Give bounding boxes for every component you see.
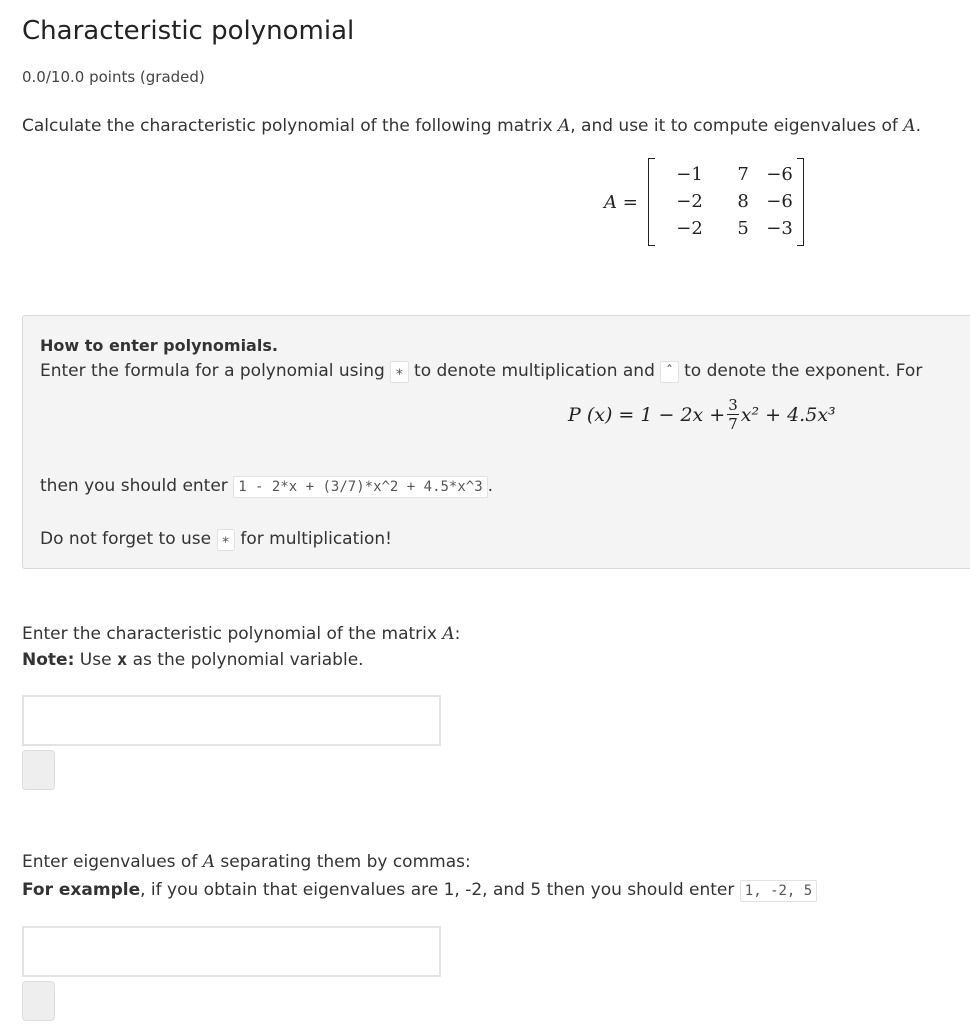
- question-text: :: [454, 624, 461, 644]
- matrix-left-bracket: [648, 158, 655, 246]
- example-label: For example: [22, 880, 141, 900]
- variable-name: x: [116, 650, 128, 670]
- matrix-var: A: [442, 624, 455, 644]
- points-status: 0.0/10.0 points (graded): [22, 68, 205, 86]
- help-text: .: [487, 476, 494, 496]
- multiply-symbol-chip: ∗: [217, 529, 235, 551]
- prompt-text-3: .: [915, 116, 921, 136]
- example-formula: [568, 396, 836, 433]
- fraction-denominator: 7: [728, 415, 738, 433]
- matrix-cell: −6: [766, 191, 793, 212]
- multiply-symbol-chip: ∗: [390, 361, 408, 383]
- help-reminder: [40, 529, 392, 551]
- question-text: Enter the characteristic polynomial of the matrix: [22, 624, 443, 644]
- question-text: , if you obtain that eigenvalues are 1, -2, and 5 then you should enter: [140, 880, 735, 900]
- eigenvalues-status-button[interactable]: [22, 981, 55, 1021]
- matrix-cell: −6: [766, 164, 793, 185]
- matrix-var: A: [903, 116, 916, 136]
- help-text: to denote the exponent. For: [684, 361, 923, 381]
- polynomial-status-button[interactable]: [22, 750, 55, 790]
- question-text: separating them by commas:: [215, 852, 471, 872]
- polynomial-answer-input[interactable]: [22, 695, 441, 746]
- help-text: Do not forget to use: [40, 529, 212, 549]
- matrix-var: A: [557, 116, 571, 136]
- problem-prompt: [22, 116, 921, 136]
- eigenvalues-answer-input[interactable]: [22, 926, 441, 977]
- formula-fraction: [727, 396, 739, 433]
- eigenvalue-example-chip: 1, -2, 5: [740, 880, 817, 902]
- matrix-cell: 8: [737, 191, 749, 212]
- example-entry-chip: 1 - 2*x + (3/7)*x^2 + 4.5*x^3: [233, 476, 487, 498]
- matrix-cell: −2: [676, 191, 703, 212]
- question1-label: [22, 624, 460, 644]
- matrix-lhs: A =: [604, 191, 638, 213]
- question1-note: [22, 650, 364, 670]
- help-text: then you should enter: [40, 476, 228, 496]
- exponent-symbol-chip: ˆ: [660, 361, 678, 383]
- matrix-cell: 5: [737, 218, 749, 239]
- question-text: as the polynomial variable.: [127, 650, 364, 670]
- question2-example: [22, 880, 817, 902]
- help-text: for multiplication!: [240, 529, 392, 549]
- prompt-text-1: Calculate the characteristic polynomial of the following matrix: [22, 116, 558, 136]
- fraction-numerator: 3: [728, 396, 738, 414]
- matrix-display: [604, 156, 804, 248]
- matrix-cell: 7: [737, 164, 749, 185]
- matrix-var: A: [202, 852, 216, 872]
- help-example-entry-line: [40, 476, 493, 498]
- question-text: Enter eigenvalues of: [22, 852, 203, 872]
- help-title: How to enter polynomials.: [40, 336, 278, 355]
- problem-title: Characteristic polynomial: [22, 16, 355, 46]
- matrix-cell: −1: [676, 164, 703, 185]
- question2-label: [22, 852, 471, 872]
- polynomial-help-box: [22, 315, 970, 569]
- help-text: Enter the formula for a polynomial using: [40, 361, 385, 381]
- matrix-cell: −3: [766, 218, 793, 239]
- help-instruction: [40, 361, 922, 383]
- matrix-cell: −2: [676, 218, 703, 239]
- help-text: to denote multiplication and: [414, 361, 655, 381]
- question-text: Use: [74, 650, 117, 670]
- prompt-text-2: , and use it to compute eigenvalues of: [570, 116, 904, 136]
- matrix-grid: [655, 163, 797, 241]
- note-label: Note:: [22, 650, 75, 670]
- formula-lhs: P (x) = 1 − 2x +: [568, 403, 726, 426]
- formula-rhs: x² + 4.5x³: [740, 403, 836, 426]
- matrix-right-bracket: [797, 158, 804, 246]
